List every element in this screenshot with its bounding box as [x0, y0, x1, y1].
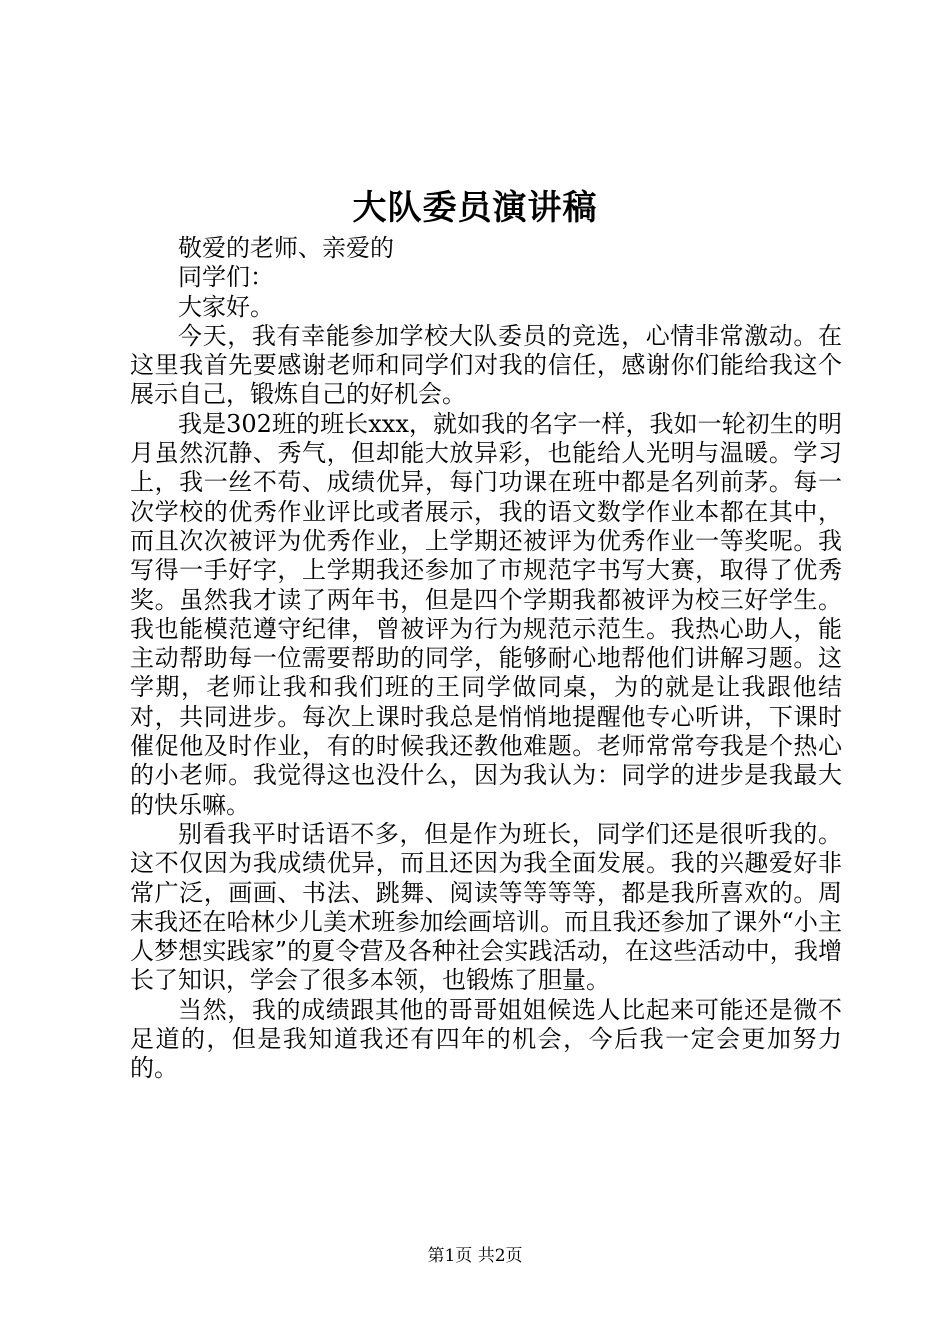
- paragraph: 我是302班的班长xxx，就如我的名字一样，我如一轮初生的明月虽然沉静、秀气，但却能大放异彩，也能给人光明与温暖。学习上，我一丝不苟、成绩优异，每门功课在班中都是名列前茅。每一次学校的优秀作业评比或者展示，我的语文数学作业本都在其中，而且次次被评为优秀作业，上学期还被评为优秀作业一等奖呢。我写得一手好字，上学期我还参加了市规范字书写大赛，取得了优秀奖。虽然我才读了两年书，但是四个学期我都被评为校三好学生。我也能模范遵守纪律，曾被评为行为规范示范生。我热心助人，能主动帮助每一位需要帮助的同学，能够耐心地帮他们讲解习题。这学期，老师让我和我们班的王同学做同桌，为的就是让我跟他结对，共同进步。每次上课时我总是悄悄地提醒他专心听讲，下课时催促他及时作业，有的时候我还教他难题。老师常常夸我是个热心的小老师。我觉得这也没什么，因为我认为：同学的进步是我最大的快乐嘛。: [130, 409, 842, 819]
- document-body: [130, 234, 842, 1084]
- greeting-line: 敬爱的老师、亲爱的: [178, 234, 394, 262]
- greeting-line: 大家好。: [178, 292, 274, 321]
- greeting-line: 同学们：: [178, 263, 274, 292]
- page-footer: 第1页 共2页: [427, 1246, 523, 1266]
- document-title: 大队委员演讲稿: [352, 188, 598, 228]
- paragraph: 当然，我的成绩跟其他的哥哥姐姐候选人比起来可能还是微不足道的，但是我知道我还有四年的机会，今后我一定会更加努力的。: [130, 995, 842, 1083]
- paragraph: 今天，我有幸能参加学校大队委员的竞选，心情非常激动。在这里我首先要感谢老师和同学们对我的信任，感谢你们能给我这个展示自己，锻炼自己的好机会。: [130, 321, 842, 409]
- paragraph: 别看我平时话语不多，但是作为班长，同学们还是很听我的。这不仅因为我成绩优异，而且还因为我全面发展。我的兴趣爱好非常广泛，画画、书法、跳舞、阅读等等等等，都是我所喜欢的。周末我还在哈林少儿美术班参加绘画培训。而且我还参加了课外“小主人梦想实践家”的夏令营及各种社会实践活动，在这些活动中，我增长了知识，学会了很多本领，也锻炼了胆量。: [130, 819, 842, 995]
